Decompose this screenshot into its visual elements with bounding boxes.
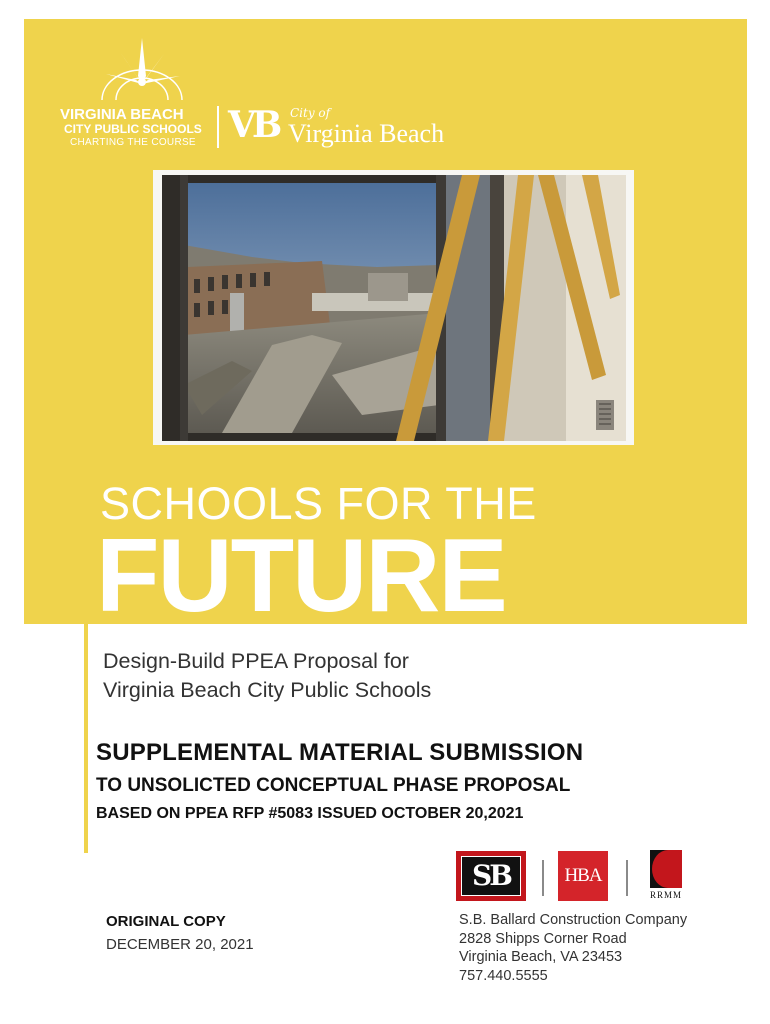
submission-subheading: TO UNSOLICTED CONCEPTUAL PHASE PROPOSAL xyxy=(96,775,571,796)
partner-logos xyxy=(456,850,696,906)
sb-ballard-logo: SB xyxy=(456,851,526,901)
city-name: Virginia Beach xyxy=(288,119,445,148)
subtitle-line2: Virginia Beach City Public Schools xyxy=(103,678,432,702)
copy-label: ORIGINAL COPY xyxy=(106,913,226,930)
city-state-zip: Virginia Beach, VA 23453 xyxy=(459,949,623,965)
submission-heading: SUPPLEMENTAL MATERIAL SUBMISSION xyxy=(96,739,584,766)
school-courtyard-photo xyxy=(162,175,626,441)
rrmm-mark-icon xyxy=(644,850,688,890)
proposal-subtitle xyxy=(103,647,431,705)
company-name: S.B. Ballard Construction Company xyxy=(459,912,688,928)
cover-title-line2: FUTURE xyxy=(96,518,506,634)
contact-address xyxy=(459,911,687,985)
logo-divider xyxy=(217,106,219,148)
logo-separator xyxy=(542,860,544,896)
district-name-line1: VIRGINIA BEACH xyxy=(60,106,184,123)
phone-number: 757.440.5555 xyxy=(459,967,548,984)
cover-title-line1: SCHOOLS FOR THE xyxy=(100,478,537,529)
hba-logo: HBA xyxy=(558,851,608,901)
district-name-line2: CITY PUBLIC SCHOOLS xyxy=(64,122,202,136)
subtitle-line1: Design-Build PPEA Proposal for xyxy=(103,649,409,673)
district-tagline: CHARTING THE COURSE xyxy=(70,137,196,148)
copy-date: DECEMBER 20, 2021 xyxy=(106,936,254,953)
rrmm-logo-text: RRMM xyxy=(649,890,682,900)
logo-separator xyxy=(626,860,628,896)
submission-basis: BASED ON PPEA RFP #5083 ISSUED OCTOBER 20,2021 xyxy=(96,805,524,822)
compass-icon xyxy=(92,36,192,106)
copy-info xyxy=(106,910,254,956)
vbcps-logo xyxy=(60,36,210,151)
vb-monogram: VB xyxy=(228,104,279,146)
cover-photo-frame xyxy=(153,170,634,445)
accent-vertical-line xyxy=(84,478,88,853)
city-of-label: City of xyxy=(290,106,331,120)
rrmm-logo xyxy=(644,850,688,906)
street-address: 2828 Shipps Corner Road xyxy=(459,930,627,947)
city-of-virginia-beach-logo xyxy=(228,104,478,154)
